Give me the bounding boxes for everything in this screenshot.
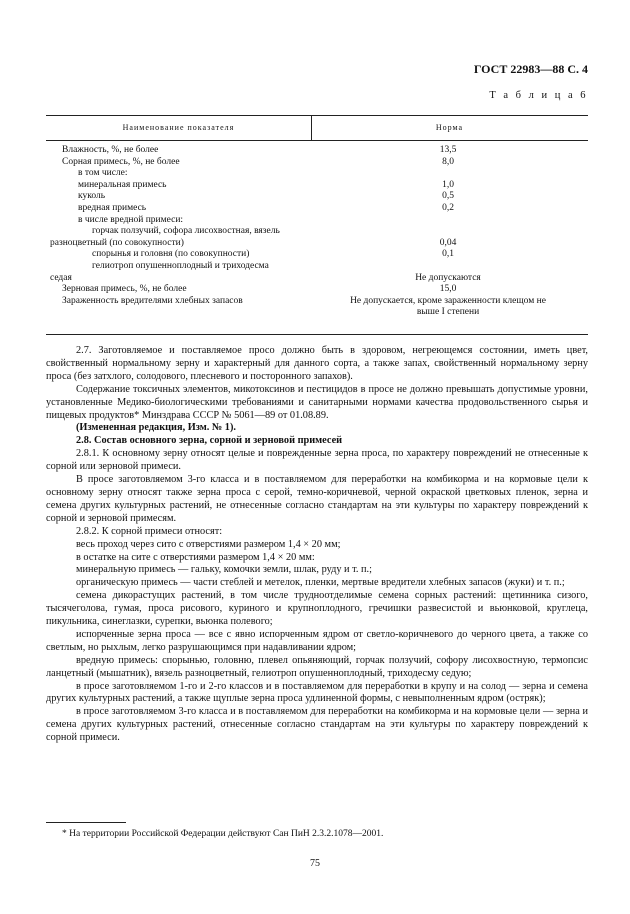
paragraph: минеральную примесь — гальку, комочки земли, шлак, руду и т. п.; xyxy=(76,564,372,576)
row-value: 0,04 xyxy=(439,237,457,248)
paragraph: 2.7. Заготовляемое и поставляемое просо должно быть в здоровом, негреющемся состоянии, иметь цвет, свойственный нормальному зерну и характерный для данного сорта, а также запах, свойственный нормальному зерну проса (без затхлого, солодового, плесневого и посторонного запахов). xyxy=(46,345,588,382)
paragraph: в просе заготовляемом 1-го и 2-го классов и в поставляемом для переработки в крупу и на солод — зерна и семена других культурных растений, а также щуплые зерна проса удлиненной формы, с невыполненным ядром (остряк); xyxy=(46,680,588,705)
row-name: Зерновая примесь, %, не более xyxy=(62,284,187,295)
row-value: 0,2 xyxy=(442,203,454,213)
row-value: 1,0 xyxy=(442,179,454,190)
table-bottom-rule xyxy=(46,334,588,335)
row-name: гелиотроп опушеннoплодный и триходесма xyxy=(92,261,269,271)
paragraph: испорченные зерна проса — все с явно испорченным ядром от светло-коричневого до черного цвета, а также со светлым, но рыхлым, легко разрушающимся при надавливании ядром; xyxy=(46,628,588,653)
row-name: минеральная примесь xyxy=(78,179,167,190)
paragraph: вредную примесь: спорынью, головню, плевел опьяняющий, горчак ползучий, софору лисохвостную, термопсис ланцетный (мышатник), вязель разноцветный, гелиотроп опушенноплодный, триходесму седую; xyxy=(46,654,588,679)
column-header-norm: Норма xyxy=(435,123,464,132)
row-value: 13,5 xyxy=(439,145,457,155)
row-name: спорынья и головня (по совокупности) xyxy=(92,249,250,260)
row-value: 8,0 xyxy=(442,156,454,167)
row-value: Не допускаются xyxy=(415,272,481,283)
paragraph: Содержание токсичных элементов, микотоксинов и пестицидов в просе не должно превышать допустимые уровни, установленные Медико-биологическими требованиями и санитарными нормами качества продовольственного сырья и пищевых продуктов* Минздрава СССР № 5061—89 от 01.08.89. xyxy=(46,383,588,421)
row-name: горчак ползучий, софора лисохвостная, вязель xyxy=(92,226,280,237)
row-name: Сорная примесь, %, не более xyxy=(62,156,180,167)
row-value: 15,0 xyxy=(439,284,457,295)
table-header-rule xyxy=(46,140,588,141)
row-name: вредная примесь xyxy=(78,203,147,213)
footnote: * На территории Российской Федерации действуют Сан ПиН 2.3.2.1078—2001. xyxy=(62,829,384,839)
row-name: в числе вредной примеси: xyxy=(78,214,184,225)
paragraph: 2.8.2. К сорной примеси относят: xyxy=(76,525,223,537)
paragraph: в просе заготовляемом 3-го класса и в поставляемом для переработки на комбикорма и на кормовые цели — зерна и семена других культурных растений, отнесенные согласно стандартам на эти культуры по характеру повреждений к сорной примеси. xyxy=(46,706,588,744)
paragraph: (Измененная редакция, Изм. № 1). xyxy=(76,422,236,434)
paragraph: в остатке на сите с отверстиями размером 1,4 × 20 мм: xyxy=(76,551,315,563)
paragraph: семена дикорастущих растений, в том числе трудноотделимые семена сорных растений: щетинника сизого, тысячеголова, гумая, проса рисового, куриного и крупноплодного, гречишки развесистой и вьюнковой, круглеца, пикульника, синеглазки, сурепки, вьюнка полевого; xyxy=(46,590,588,628)
row-name: разноцветный (по совокупности) xyxy=(50,237,184,248)
row-value: Не допускается, кроме зараженности клещом не xyxy=(350,295,546,306)
row-name: Зараженность вредителями хлебных запасов xyxy=(62,295,243,306)
table-top-rule xyxy=(46,115,588,116)
page-number: 75 xyxy=(310,858,320,869)
row-name: куколь xyxy=(78,191,106,202)
paragraph: весь проход через сито с отверстиями размером 1,4 × 20 мм; xyxy=(76,538,341,550)
table-caption: Т а б л и ц а 6 xyxy=(489,90,588,101)
body-text xyxy=(46,345,588,745)
paragraph: В просе заготовляемом 3-го класса и в поставляемом для переработки на комбикорма и на кормовые цели к основному зерну относят также зерна проса с серой, темно-коричневой, черной окраской цветковых пленок, зерна и семена других культурных растений, не отнесенные согласно стандартам на эти культуры по характеру повреждений к сорной и зерновой примесям. xyxy=(46,474,588,524)
paragraph: органическую примесь — части стеблей и метелок, пленки, мертвые вредители хлебных запасов (жуки) и т. п.; xyxy=(76,577,565,589)
footnote-rule xyxy=(46,822,126,823)
column-header-name: Наименование показателя xyxy=(122,123,235,132)
row-name: седая xyxy=(50,272,72,283)
row-value: выше I степени xyxy=(416,307,480,318)
paragraph: 2.8. Состав основного зерна, сорной и зерновой примесей xyxy=(76,435,343,447)
row-name: Влажность, %, не более xyxy=(62,145,159,155)
row-value: 0,5 xyxy=(442,191,454,202)
document-header: ГОСТ 22983—88 С. 4 xyxy=(473,62,588,76)
row-value: 0,1 xyxy=(442,249,454,260)
row-name: в том числе: xyxy=(78,168,128,179)
paragraph: 2.8.1. К основному зерну относят целые и поврежденные зерна проса, по характеру повреждений не отнесенные к сорной или зерновой примеси. xyxy=(46,448,588,473)
